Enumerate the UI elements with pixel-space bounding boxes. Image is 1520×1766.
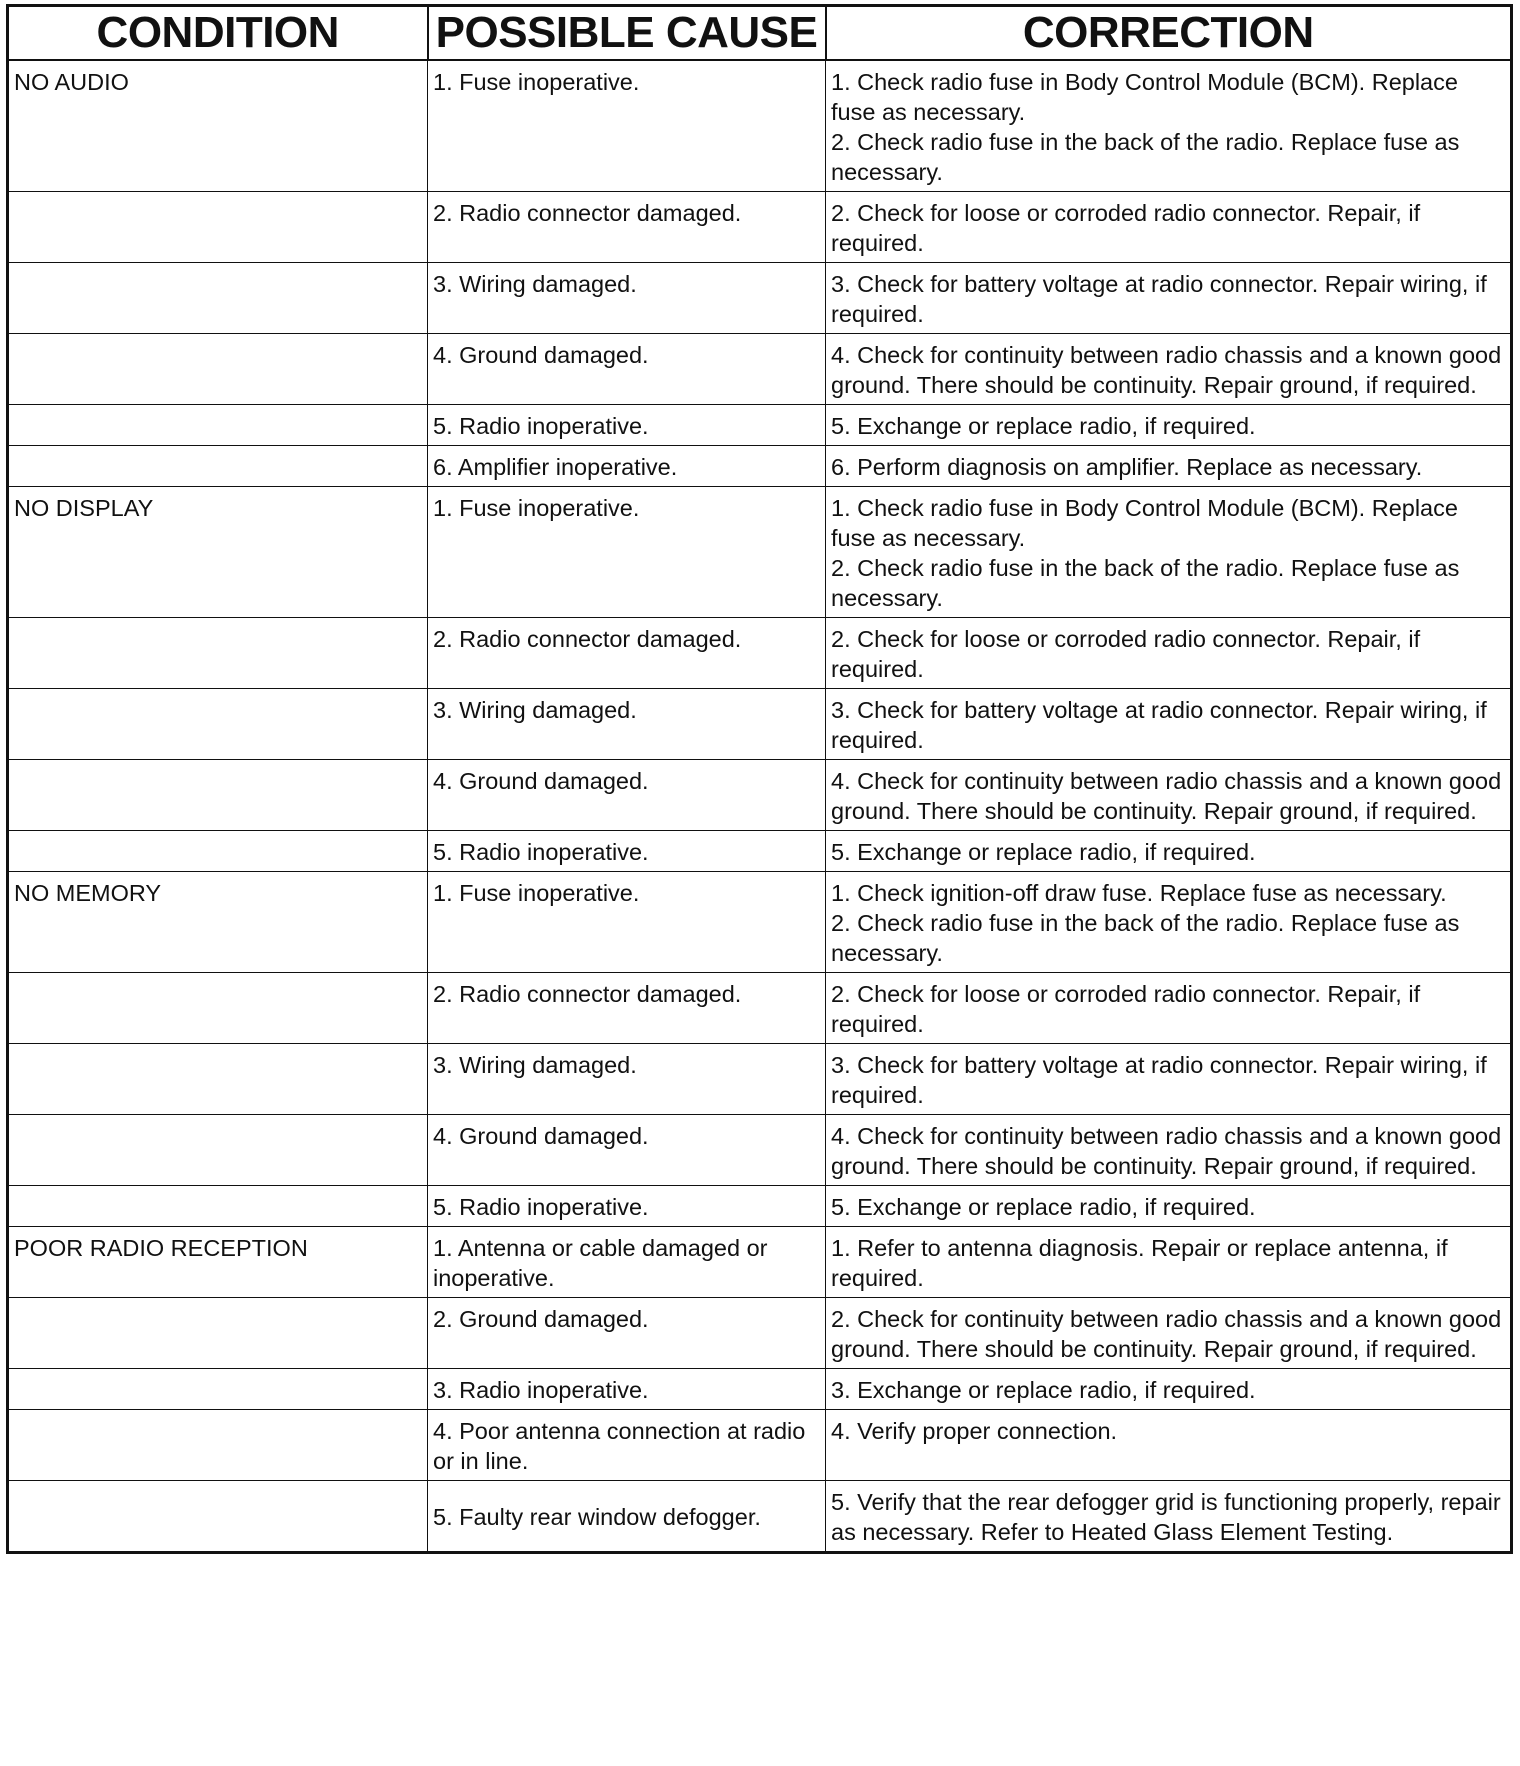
- correction-cell: [826, 973, 1512, 1044]
- table-row: [8, 1115, 1512, 1186]
- table-row: [8, 973, 1512, 1044]
- condition-cell: [8, 973, 428, 1044]
- correction-cell: [826, 263, 1512, 334]
- table-row: [8, 689, 1512, 760]
- table-row: [8, 334, 1512, 405]
- correction-cell: [826, 689, 1512, 760]
- correction-step: 1. Check ignition-off draw fuse. Replace fuse as necessary.: [831, 880, 1447, 906]
- header-correction: CORRECTION: [826, 6, 1512, 61]
- table-row: [8, 405, 1512, 446]
- condition-cell: [8, 1115, 428, 1186]
- possible-cause-cell: 1. Fuse inoperative.: [428, 872, 826, 973]
- possible-cause-cell: 2. Radio connector damaged.: [428, 192, 826, 263]
- condition-cell: [8, 689, 428, 760]
- correction-cell: [826, 1186, 1512, 1227]
- correction-step: 3. Exchange or replace radio, if required.: [831, 1377, 1256, 1403]
- correction-step: 2. Check radio fuse in the back of the radio. Replace fuse as necessary.: [831, 555, 1460, 611]
- condition-cell: [8, 1369, 428, 1410]
- condition-cell: [8, 263, 428, 334]
- condition-cell: [8, 446, 428, 487]
- possible-cause-cell: 2. Radio connector damaged.: [428, 618, 826, 689]
- table-row: [8, 1186, 1512, 1227]
- possible-cause-cell: 4. Ground damaged.: [428, 1115, 826, 1186]
- correction-cell: [826, 831, 1512, 872]
- header-row: [8, 6, 1512, 61]
- correction-step: 5. Exchange or replace radio, if required.: [831, 839, 1256, 865]
- table-row: [8, 446, 1512, 487]
- possible-cause-cell: 5. Radio inoperative.: [428, 831, 826, 872]
- condition-cell: NO DISPLAY: [8, 487, 428, 618]
- possible-cause-cell: 2. Radio connector damaged.: [428, 973, 826, 1044]
- table-row: [8, 1481, 1512, 1553]
- correction-cell: [826, 1227, 1512, 1298]
- possible-cause-cell: 5. Radio inoperative.: [428, 405, 826, 446]
- possible-cause-cell: 1. Fuse inoperative.: [428, 487, 826, 618]
- table-row: [8, 760, 1512, 831]
- table-row: [8, 1410, 1512, 1481]
- condition-cell: [8, 1298, 428, 1369]
- condition-cell: [8, 831, 428, 872]
- correction-cell: [826, 618, 1512, 689]
- correction-cell: [826, 446, 1512, 487]
- condition-cell: [8, 1044, 428, 1115]
- correction-step: 3. Check for battery voltage at radio connector. Repair wiring, if required.: [831, 1052, 1487, 1108]
- possible-cause-cell: 3. Wiring damaged.: [428, 689, 826, 760]
- possible-cause-cell: 3. Wiring damaged.: [428, 1044, 826, 1115]
- correction-cell: [826, 872, 1512, 973]
- correction-step: 2. Check for loose or corroded radio connector. Repair, if required.: [831, 626, 1421, 682]
- correction-step: 4. Check for continuity between radio chassis and a known good ground. There should be continuity. Repair ground, if required.: [831, 1123, 1502, 1179]
- condition-cell: [8, 1481, 428, 1553]
- condition-cell: NO MEMORY: [8, 872, 428, 973]
- correction-cell: [826, 405, 1512, 446]
- condition-cell: [8, 1186, 428, 1227]
- correction-cell: [826, 1044, 1512, 1115]
- table-row: [8, 872, 1512, 973]
- table-row: [8, 1227, 1512, 1298]
- correction-step: 2. Check for continuity between radio chassis and a known good ground. There should be continuity. Repair ground, if required.: [831, 1306, 1502, 1362]
- condition-cell: [8, 334, 428, 405]
- correction-cell: [826, 1298, 1512, 1369]
- correction-step: 5. Verify that the rear defogger grid is functioning properly, repair as necessary. Refer to Heated Glass Element Testing.: [831, 1489, 1501, 1545]
- table-row: [8, 192, 1512, 263]
- correction-cell: [826, 1369, 1512, 1410]
- header-possible-cause: POSSIBLE CAUSE: [428, 6, 826, 61]
- table-row: [8, 60, 1512, 192]
- correction-cell: [826, 1481, 1512, 1553]
- possible-cause-cell: 4. Ground damaged.: [428, 334, 826, 405]
- possible-cause-cell: 3. Radio inoperative.: [428, 1369, 826, 1410]
- table-row: [8, 1369, 1512, 1410]
- table-row: [8, 263, 1512, 334]
- correction-step: 4. Check for continuity between radio chassis and a known good ground. There should be continuity. Repair ground, if required.: [831, 342, 1502, 398]
- correction-cell: [826, 60, 1512, 192]
- correction-step: 6. Perform diagnosis on amplifier. Replace as necessary.: [831, 454, 1423, 480]
- table-row: [8, 1044, 1512, 1115]
- table-body: [8, 60, 1512, 1553]
- possible-cause-cell: 4. Poor antenna connection at radio or in line.: [428, 1410, 826, 1481]
- correction-step: 1. Check radio fuse in Body Control Module (BCM). Replace fuse as necessary.: [831, 69, 1458, 125]
- correction-cell: [826, 334, 1512, 405]
- table-row: [8, 1298, 1512, 1369]
- correction-cell: [826, 487, 1512, 618]
- condition-cell: [8, 618, 428, 689]
- correction-cell: [826, 760, 1512, 831]
- table-header: [8, 6, 1512, 61]
- correction-step: 4. Verify proper connection.: [831, 1418, 1118, 1444]
- diagnosis-table: [6, 4, 1513, 1554]
- diagnosis-table-sheet: [6, 4, 1510, 1554]
- possible-cause-cell: 2. Ground damaged.: [428, 1298, 826, 1369]
- possible-cause-cell: 6. Amplifier inoperative.: [428, 446, 826, 487]
- correction-step: 5. Exchange or replace radio, if required.: [831, 1194, 1256, 1220]
- condition-cell: [8, 405, 428, 446]
- correction-step: 2. Check for loose or corroded radio connector. Repair, if required.: [831, 200, 1421, 256]
- header-condition: CONDITION: [8, 6, 428, 61]
- condition-cell: [8, 1410, 428, 1481]
- correction-cell: [826, 192, 1512, 263]
- possible-cause-cell: 3. Wiring damaged.: [428, 263, 826, 334]
- condition-cell: NO AUDIO: [8, 60, 428, 192]
- correction-step: 1. Refer to antenna diagnosis. Repair or replace antenna, if required.: [831, 1235, 1448, 1291]
- correction-step: 4. Check for continuity between radio chassis and a known good ground. There should be continuity. Repair ground, if required.: [831, 768, 1502, 824]
- possible-cause-cell: 5. Radio inoperative.: [428, 1186, 826, 1227]
- possible-cause-cell: 1. Fuse inoperative.: [428, 60, 826, 192]
- condition-cell: POOR RADIO RECEPTION: [8, 1227, 428, 1298]
- correction-step: 5. Exchange or replace radio, if required.: [831, 413, 1256, 439]
- correction-cell: [826, 1410, 1512, 1481]
- correction-step: 1. Check radio fuse in Body Control Module (BCM). Replace fuse as necessary.: [831, 495, 1458, 551]
- table-row: [8, 618, 1512, 689]
- possible-cause-cell: 1. Antenna or cable damaged or inoperative.: [428, 1227, 826, 1298]
- correction-step: 2. Check radio fuse in the back of the radio. Replace fuse as necessary.: [831, 129, 1460, 185]
- correction-step: 2. Check for loose or corroded radio connector. Repair, if required.: [831, 981, 1421, 1037]
- correction-cell: [826, 1115, 1512, 1186]
- possible-cause-cell: 4. Ground damaged.: [428, 760, 826, 831]
- correction-step: 3. Check for battery voltage at radio connector. Repair wiring, if required.: [831, 697, 1487, 753]
- condition-cell: [8, 760, 428, 831]
- table-row: [8, 831, 1512, 872]
- condition-cell: [8, 192, 428, 263]
- correction-step: 2. Check radio fuse in the back of the radio. Replace fuse as necessary.: [831, 910, 1460, 966]
- table-row: [8, 487, 1512, 618]
- correction-step: 3. Check for battery voltage at radio connector. Repair wiring, if required.: [831, 271, 1487, 327]
- possible-cause-cell: 5. Faulty rear window defogger.: [428, 1481, 826, 1553]
